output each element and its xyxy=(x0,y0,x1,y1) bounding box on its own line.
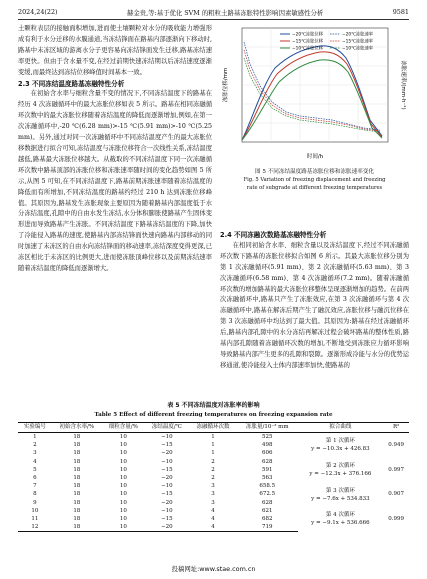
table-cell: 606 xyxy=(262,450,273,457)
table-cell: 658.5 xyxy=(259,483,276,490)
table-cell: 498 xyxy=(262,442,273,449)
table-cell: −20 xyxy=(161,450,173,457)
table-cell: −20 xyxy=(161,499,173,506)
fit-label: 第 1 次循环 xyxy=(325,438,355,445)
table-cell: −10 xyxy=(161,483,173,490)
table-cell: 1 xyxy=(211,450,215,457)
table-cell: 10 xyxy=(119,516,127,523)
table-cell: 10 xyxy=(119,434,127,440)
table-cell: −10 xyxy=(161,507,173,514)
paragraph: 土颗粒表层的接触面积增加,进而使土壤颗粒对水分的吸收能力增强形成有利于水分迁移的水膜通道,当冻结锋面在路基内部逐渐向下移动时,路基中未冻区域的游离水分子更容易向冻结锋面发生迁移,路基冻结速率更快。但由于含水量不变,在经过前期快速冻结期以后冻结速度逐渐变缓,而最终达到冻结位移峰值时间基本一致。 xyxy=(18,25,212,76)
table-cell: 591 xyxy=(262,466,273,473)
table-cell: 18 xyxy=(73,491,81,498)
table-cell: 628 xyxy=(262,499,273,506)
table-cell: 2 xyxy=(211,458,215,465)
table-caption-en: Table 5 Effect of different freezing temperatures on freezing expansion rate xyxy=(94,411,333,418)
table-cell: 4 xyxy=(211,516,215,523)
table-cell: 10 xyxy=(119,466,127,473)
legend-item: −15℃冻胀位移 xyxy=(292,39,324,45)
col-header: 拟合曲线 xyxy=(298,423,384,433)
table-cell: −15 xyxy=(161,516,173,523)
table-cell: 10 xyxy=(119,507,127,514)
table-cell: 1 xyxy=(211,434,215,440)
legend-item: −20℃冻胀位移 xyxy=(292,32,324,38)
left-column xyxy=(18,24,212,275)
header-page-number: 9581 xyxy=(392,8,409,16)
table-cell: 8 xyxy=(33,491,37,498)
legend-item: −10℃冻胀位移 xyxy=(292,46,324,52)
table-5-caption xyxy=(18,402,409,419)
table-cell: 10 xyxy=(119,458,127,465)
fit-label: 第 4 次循环 xyxy=(325,512,355,519)
y-axis-right-label: 冻胀速率/(mm·h⁻¹) xyxy=(400,60,406,110)
col-header: 细粒含量/% xyxy=(102,423,145,433)
col-header: 冻胀量/10⁻³ mm xyxy=(237,423,298,433)
table-cell: 18 xyxy=(73,442,81,449)
right-column xyxy=(220,230,409,372)
table-cell: −10 xyxy=(161,434,173,440)
table-cell: 2 xyxy=(33,442,37,449)
table-row xyxy=(18,433,409,442)
table-cell: 621 xyxy=(262,507,273,514)
table-cell: −15 xyxy=(161,466,173,473)
table-header-row xyxy=(18,423,409,433)
x-axis-label: 时间/h xyxy=(306,154,324,160)
table-cell: 18 xyxy=(73,475,81,482)
header-issue: 2024,24(22) xyxy=(18,8,58,16)
table-cell: −20 xyxy=(145,523,189,532)
table-cell: 1 xyxy=(33,434,37,440)
header-rule xyxy=(18,19,409,20)
table-cell: 2 xyxy=(211,466,215,473)
table-cell: −15 xyxy=(161,491,173,498)
figure-5 xyxy=(220,24,409,164)
table-cell: 4 xyxy=(211,507,215,514)
figure-5-caption xyxy=(220,168,409,192)
table-cell: 3 xyxy=(33,450,37,457)
table-caption-zh: 表 5 不同冻结温度对冻胀率的影响 xyxy=(167,402,260,409)
col-header: 实验编号 xyxy=(18,423,52,433)
running-header xyxy=(18,6,409,18)
fit-curve-cell xyxy=(298,458,384,483)
table-cell: 10 xyxy=(119,499,127,506)
legend-item: −15℃冻胀速率 xyxy=(342,39,374,45)
r2-cell: 0.997 xyxy=(388,466,405,473)
table-cell: 12 xyxy=(18,523,52,532)
table-cell: 18 xyxy=(73,516,81,523)
fit-equation: y = −7.6x + 534.833 xyxy=(311,495,370,502)
paragraph: 在初始含水率与细粒含量不变的情况下,不同冻结温度下的路基在经历 4 次冻融循环中的最大冻胀位移如表 5 所示。路基在相同冻融循环次数中的最大冻胀位移随着冻结温度的降低而逐渐增加,例如,在第一次冻融循环中,-20 ℃(6.28 mm)>-15 ℃(5.91 mm)>-10 ℃(5.25 mm)。另外,通过对同一次冻融循环中不同冻结温度产生的最大冻胀位移数据进行拟合可知,冻结温度与冻胀位移符合一次线性关系,冻结温度越低,路基最大冻胀位移越大。从截取的不同冻结温度下同一次冻融循环次数中路基顶部的冻胀位移和冻胀速率随时间的变化趋势如图 5 所示,从图 5 可知,在不同冻结温度下,路基前期冻胀速率随着冻结温度的降低而有所增加,不同冻结温度的路基约经过 210 h 达到冻胀位移峰值。其原因为,路基发生冻胀现象主要原因为随着路基内部温度低于水分冻结温度,孔隙中的自由水发生冻结,水分体积膨胀使路基产生固体变形进而导致路基产生冻胀。不同冻结温度下路基冻结温度的下降,加快了冷能侵入路基的速度,使路基内部冻结锋面快速向路基内部移动的同时加速了未冻区的自由水向冻结锋面的移动速率,冻结深度变得更深,已冻区相比于未冻区的比例更大,进而使冻胀顶峰位移以及前期冻结速率随着冻结温度的降低而逐渐增大。 xyxy=(18,90,212,272)
table-cell: 18 xyxy=(73,507,81,514)
table-cell: 18 xyxy=(73,466,81,473)
paragraph: 在相同初始含水率、细粒含量以及冻结温度下,经过不同冻融循环次数下路基的冻胀位移拟合如图 6 所示。其最大冻胀位移分别为第 1 次冻融循环(5.91 mm)、第 2 次冻融循环(5.63 mm)、第 3 次冻融循环(6.58 mm)、第 4 次冻融循环(7.2 mm)。随着冻融循环次数的增加路基的最大冻胀位移整体呈现逐渐增加的趋势。在前两次冻融循环中,路基只产生了冻胀效应,在第 3 次冻融循环与第 4 次冻融循环中,路基在解冻后期产生了融沉效应,冻胀位移与融沉位移在第 3 次冻融循环中均达到了最大值。其原因为:路基在经过冻融循环后,路基内部孔隙中的水分冻结再解冻过程会破坏路基的整体性质,路基内部孔隙随着冻融循环次数的增加,不断地受到冻胀应力循环影响导致路基内部产生更多的孔隙和裂隙。逐渐形成冷能与水分的优势运移通道,使冷能侵入土体内部速率加快,使路基的 xyxy=(220,241,409,369)
page-footer: 投稿网址:www.stae.com.cn xyxy=(171,565,256,573)
table-cell: 5 xyxy=(33,466,37,473)
table-cell: 18 xyxy=(73,499,81,506)
fit-equation: y = −12.3x + 376.166 xyxy=(309,470,372,477)
table-cell: 719 xyxy=(237,523,298,532)
table-cell: 672.5 xyxy=(259,491,276,498)
table-cell: 682 xyxy=(262,516,273,523)
fit-label: 第 2 次循环 xyxy=(325,462,355,469)
r2-cell: 0.999 xyxy=(388,516,405,523)
figure-caption-zh: 图 5 不同冻结温度路基冻胀位移和冻胀速率变化 xyxy=(255,169,374,175)
table-cell: 1 xyxy=(211,442,215,449)
table-cell: 10 xyxy=(119,442,127,449)
y-axis-left-label: 冻胀位移/mm xyxy=(223,67,229,103)
col-header: 冻融循环次数 xyxy=(189,423,237,433)
table-cell: 10 xyxy=(119,491,127,498)
fit-equation: y = −10.3x + 426.83 xyxy=(311,446,370,453)
table-cell: 628 xyxy=(262,458,273,465)
legend-item: −10℃冻胀速率 xyxy=(342,46,374,52)
table-cell: −10 xyxy=(161,458,173,465)
table-row xyxy=(18,482,409,490)
r2-cell: 0.949 xyxy=(388,442,405,449)
table-cell: 18 xyxy=(73,458,81,465)
table-cell: 18 xyxy=(73,483,81,490)
table-cell: 18 xyxy=(73,434,81,440)
table-cell: 525 xyxy=(262,434,273,440)
table-cell: 9 xyxy=(33,499,37,506)
table-cell: 11 xyxy=(31,516,39,523)
header-title: 赫金贵,等:基于优化 SVM 的粗粒土路基冻胀特性影响因素敏感性分析 xyxy=(126,8,324,17)
fit-equation: y = −9.1x + 536.666 xyxy=(311,520,370,527)
table-cell: 10 xyxy=(119,450,127,457)
table-cell: −20 xyxy=(161,475,173,482)
fit-curve-cell xyxy=(298,507,384,532)
fit-label: 第 3 次循环 xyxy=(325,487,355,494)
table-cell: 6 xyxy=(33,475,37,482)
table-5 xyxy=(18,422,409,532)
section-heading-2-3: 2.3 不同冻结温度路基冻融特性分析 xyxy=(18,79,125,88)
table-cell: 4 xyxy=(33,458,37,465)
table-cell: 10 xyxy=(119,475,127,482)
fit-curve-cell xyxy=(298,433,384,458)
table-cell: −15 xyxy=(161,442,173,449)
col-header: 冻结温度/℃ xyxy=(145,423,189,433)
table-row xyxy=(18,507,409,515)
table-cell: 3 xyxy=(211,499,215,506)
table-cell: 7 xyxy=(33,483,37,490)
table-cell: 18 xyxy=(73,450,81,457)
table-cell: 10 xyxy=(119,483,127,490)
figure-caption-en: Fig. 5 Variation of freezing displacement and freezing xyxy=(243,177,386,183)
table-cell: 4 xyxy=(189,523,237,532)
table-cell: 10 xyxy=(31,507,39,514)
fit-curve-cell xyxy=(298,482,384,507)
legend-item: −20℃冻胀速率 xyxy=(342,32,374,38)
table-row xyxy=(18,458,409,466)
figure-5-plot xyxy=(220,24,409,164)
section-heading-2-4: 2.4 不同冻融次数路基冻融特性分析 xyxy=(220,231,327,239)
col-header: R² xyxy=(383,423,409,433)
table-cell: 3 xyxy=(211,491,215,498)
col-header: 初始含水率/% xyxy=(52,423,102,433)
r2-cell: 0.907 xyxy=(388,491,405,498)
table-cell: 18 xyxy=(52,523,102,532)
table-cell: 563 xyxy=(262,475,273,482)
table-cell: 2 xyxy=(211,475,215,482)
table-cell: 3 xyxy=(211,483,215,490)
figure-caption-en: rate of subgrade at different freezing temperatures xyxy=(246,185,383,191)
table-body xyxy=(18,433,409,532)
table-cell: 10 xyxy=(102,523,145,532)
